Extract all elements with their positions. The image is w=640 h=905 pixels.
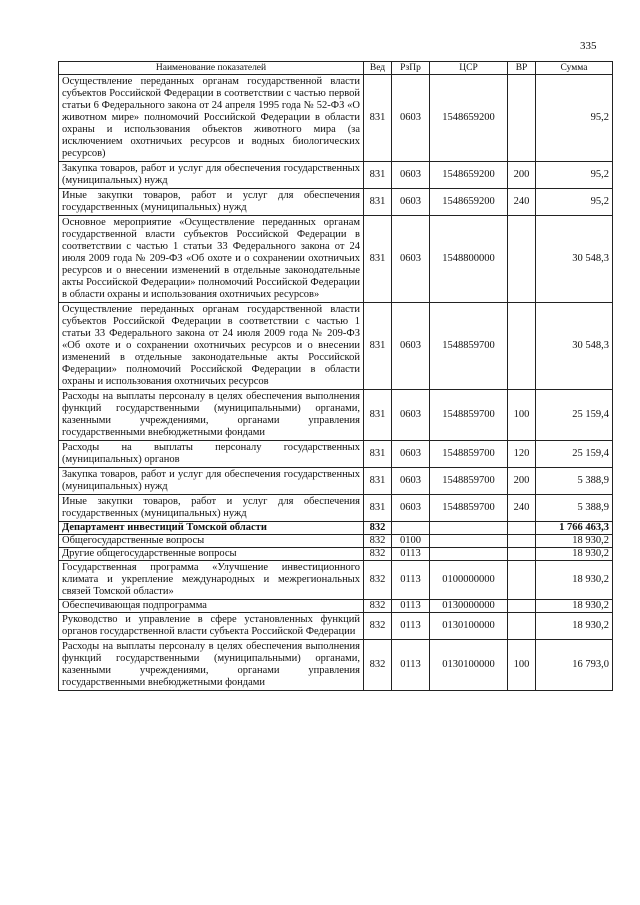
- cell-ved: 831: [364, 441, 392, 468]
- table-row: [59, 600, 613, 613]
- cell-sum: 95,2: [536, 189, 613, 216]
- cell-vr: [508, 561, 536, 600]
- cell-csr: [430, 522, 508, 535]
- cell-name: Основное мероприятие «Осуществление переданных органам государственной власти субъектов Российской Федерации в соответствии с частью 1 статьи 33 Федерального закона от 24 июля 2009 года № 209-ФЗ «Об охоте и о сохранении охотничьих ресурсов и о внесении изменений в отдельные законодательные акты Российской Федерации» полномочий Российской Федерации в области охраны и использования охотничьих ресурсов»: [59, 216, 364, 303]
- cell-csr: 1548800000: [430, 216, 508, 303]
- header-name: Наименование показателей: [59, 62, 364, 75]
- cell-ved: 832: [364, 522, 392, 535]
- cell-rzpr: 0113: [392, 548, 430, 561]
- cell-rzpr: 0603: [392, 162, 430, 189]
- table-row: [59, 162, 613, 189]
- cell-ved: 831: [364, 468, 392, 495]
- cell-csr: [430, 535, 508, 548]
- cell-csr: 1548659200: [430, 75, 508, 162]
- cell-name: Расходы на выплаты персоналу государственных (муниципальных) органов: [59, 441, 364, 468]
- cell-sum: 18 930,2: [536, 561, 613, 600]
- cell-name: Обеспечивающая подпрограмма: [59, 600, 364, 613]
- cell-sum: 25 159,4: [536, 441, 613, 468]
- table-row: [59, 640, 613, 691]
- cell-rzpr: 0603: [392, 495, 430, 522]
- header-sum: Сумма: [536, 62, 613, 75]
- cell-rzpr: 0603: [392, 75, 430, 162]
- cell-name: Закупка товаров, работ и услуг для обеспечения государственных (муниципальных) нужд: [59, 162, 364, 189]
- cell-ved: 832: [364, 561, 392, 600]
- cell-csr: 0130100000: [430, 640, 508, 691]
- cell-name: Другие общегосударственные вопросы: [59, 548, 364, 561]
- cell-ved: 831: [364, 189, 392, 216]
- cell-sum: 95,2: [536, 75, 613, 162]
- table-row: [59, 216, 613, 303]
- cell-rzpr: 0100: [392, 535, 430, 548]
- table-row: [59, 548, 613, 561]
- table-row: [59, 189, 613, 216]
- cell-name: Иные закупки товаров, работ и услуг для обеспечения государственных (муниципальных) нужд: [59, 495, 364, 522]
- cell-csr: 1548659200: [430, 162, 508, 189]
- cell-vr: 200: [508, 162, 536, 189]
- cell-vr: [508, 303, 536, 390]
- cell-ved: 832: [364, 548, 392, 561]
- cell-csr: 1548859700: [430, 303, 508, 390]
- cell-name: Иные закупки товаров, работ и услуг для обеспечения государственных (муниципальных) нужд: [59, 189, 364, 216]
- cell-sum: 18 930,2: [536, 613, 613, 640]
- table-row: [59, 535, 613, 548]
- cell-ved: 831: [364, 390, 392, 441]
- cell-csr: 1548659200: [430, 189, 508, 216]
- cell-rzpr: 0113: [392, 640, 430, 691]
- cell-vr: 100: [508, 640, 536, 691]
- cell-ved: 831: [364, 495, 392, 522]
- header-csr: ЦСР: [430, 62, 508, 75]
- table-header-row: [59, 62, 613, 75]
- cell-rzpr: [392, 522, 430, 535]
- table-body: [59, 75, 613, 691]
- cell-name: Государственная программа «Улучшение инвестиционного климата и укрепление международных и межрегиональных связей Томской области»: [59, 561, 364, 600]
- cell-sum: 25 159,4: [536, 390, 613, 441]
- cell-csr: 0130000000: [430, 600, 508, 613]
- header-ved: Вед: [364, 62, 392, 75]
- cell-sum: 18 930,2: [536, 600, 613, 613]
- cell-name: Департамент инвестиций Томской области: [59, 522, 364, 535]
- cell-name: Руководство и управление в сфере установленных функций органов государственной власти субъекта Российской Федерации: [59, 613, 364, 640]
- table-row: [59, 522, 613, 535]
- cell-sum: 30 548,3: [536, 216, 613, 303]
- cell-vr: [508, 522, 536, 535]
- cell-sum: 30 548,3: [536, 303, 613, 390]
- cell-rzpr: 0603: [392, 303, 430, 390]
- cell-name: Расходы на выплаты персоналу в целях обеспечения выполнения функций государственными (муниципальными) органами, казенными учреждениями, органами управления государственными внебюджетными фондами: [59, 640, 364, 691]
- cell-csr: 0100000000: [430, 561, 508, 600]
- cell-rzpr: 0603: [392, 390, 430, 441]
- header-vr: ВР: [508, 62, 536, 75]
- cell-vr: [508, 216, 536, 303]
- table-row: [59, 561, 613, 600]
- table-row: [59, 75, 613, 162]
- cell-ved: 831: [364, 303, 392, 390]
- cell-vr: 240: [508, 189, 536, 216]
- cell-rzpr: 0603: [392, 216, 430, 303]
- cell-vr: 200: [508, 468, 536, 495]
- cell-ved: 832: [364, 640, 392, 691]
- cell-ved: 831: [364, 216, 392, 303]
- cell-rzpr: 0603: [392, 441, 430, 468]
- cell-ved: 832: [364, 535, 392, 548]
- header-rzpr: РзПр: [392, 62, 430, 75]
- cell-vr: 120: [508, 441, 536, 468]
- cell-ved: 832: [364, 613, 392, 640]
- table-row: [59, 613, 613, 640]
- table-row: [59, 390, 613, 441]
- table-row: [59, 468, 613, 495]
- budget-table: [58, 61, 613, 691]
- cell-name: Закупка товаров, работ и услуг для обеспечения государственных (муниципальных) нужд: [59, 468, 364, 495]
- cell-sum: 1 766 463,3: [536, 522, 613, 535]
- cell-rzpr: 0113: [392, 561, 430, 600]
- cell-sum: 18 930,2: [536, 548, 613, 561]
- cell-csr: 1548859700: [430, 495, 508, 522]
- cell-vr: 240: [508, 495, 536, 522]
- cell-rzpr: 0603: [392, 468, 430, 495]
- table-row: [59, 303, 613, 390]
- page-number: 335: [580, 40, 597, 52]
- cell-sum: 5 388,9: [536, 468, 613, 495]
- cell-sum: 18 930,2: [536, 535, 613, 548]
- table-row: [59, 441, 613, 468]
- cell-ved: 832: [364, 600, 392, 613]
- cell-vr: [508, 548, 536, 561]
- cell-sum: 5 388,9: [536, 495, 613, 522]
- cell-ved: 831: [364, 162, 392, 189]
- cell-ved: 831: [364, 75, 392, 162]
- cell-csr: 1548859700: [430, 468, 508, 495]
- cell-name: Осуществление переданных органам государственной власти субъектов Российской Федерации в соответствии с частью 1 статьи 33 Федерального закона от 24 июля 2009 года № 209-ФЗ «Об охоте и о сохранении охотничьих ресурсов и о внесении изменений в отдельные законодательные акты Российской Федерации» полномочий Российской Федерации в области охраны и использования охотничьих ресурсов: [59, 303, 364, 390]
- table-row: [59, 495, 613, 522]
- cell-name: Общегосударственные вопросы: [59, 535, 364, 548]
- cell-csr: 1548859700: [430, 390, 508, 441]
- cell-vr: [508, 75, 536, 162]
- cell-name: Расходы на выплаты персоналу в целях обеспечения выполнения функций государственными (муниципальными) органами, казенными учреждениями, органами управления государственными внебюджетными фондами: [59, 390, 364, 441]
- cell-sum: 95,2: [536, 162, 613, 189]
- cell-vr: [508, 600, 536, 613]
- cell-csr: 0130100000: [430, 613, 508, 640]
- cell-rzpr: 0113: [392, 600, 430, 613]
- cell-name: Осуществление переданных органам государственной власти субъектов Российской Федерации в соответствии с частью первой статьи 6 Федерального закона от 24 апреля 1995 года № 52-ФЗ «О животном мире» полномочий Российской Федерации в области охраны и использования объектов животного мира (за исключением охотничьих ресурсов и водных биологических ресурсов): [59, 75, 364, 162]
- cell-rzpr: 0603: [392, 189, 430, 216]
- cell-sum: 16 793,0: [536, 640, 613, 691]
- cell-vr: [508, 535, 536, 548]
- cell-rzpr: 0113: [392, 613, 430, 640]
- cell-vr: [508, 613, 536, 640]
- cell-csr: [430, 548, 508, 561]
- cell-csr: 1548859700: [430, 441, 508, 468]
- cell-vr: 100: [508, 390, 536, 441]
